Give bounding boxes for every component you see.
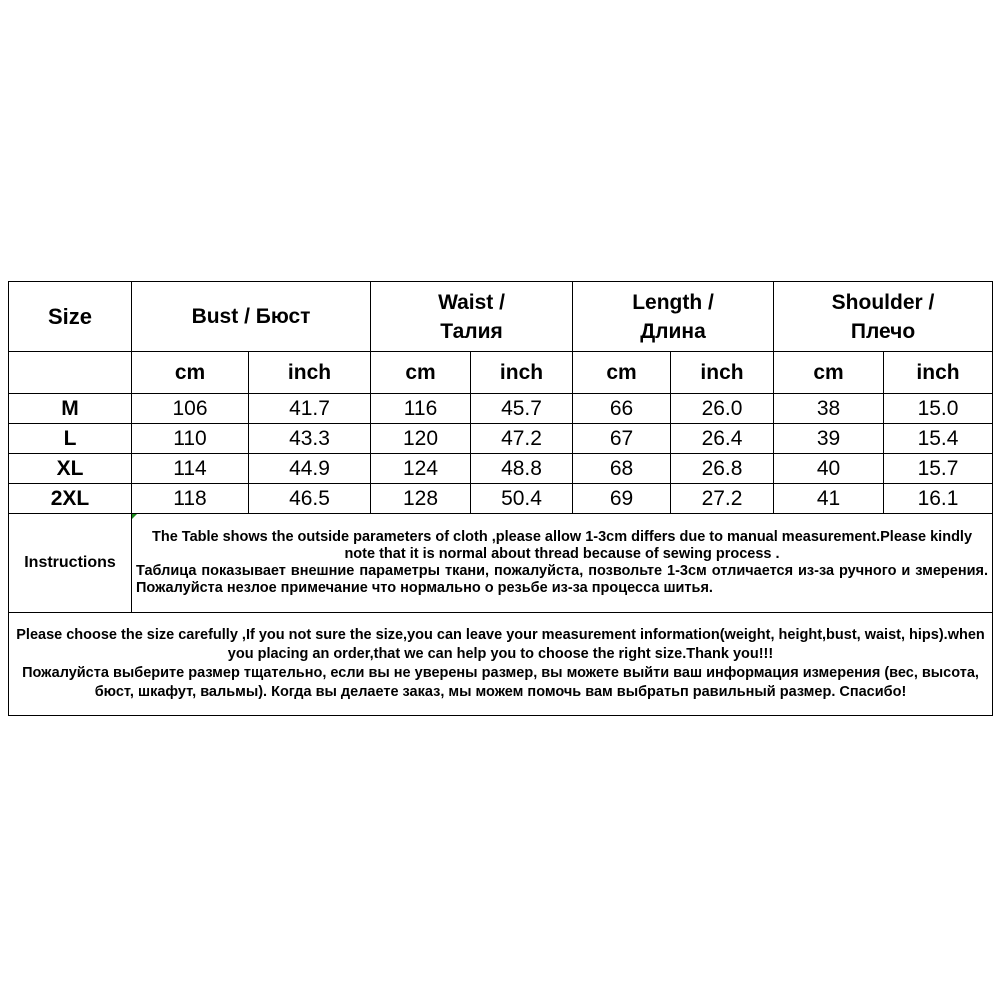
length-inch-value: 26.0 [671,394,774,424]
instructions-text [132,514,993,613]
header-size: Size [9,282,132,352]
bust-cm-value: 114 [132,454,249,484]
shoulder-inch-value: 15.0 [884,394,993,424]
waist-inch-value: 50.4 [471,484,573,514]
waist-cm-value: 128 [371,484,471,514]
notes-cell [9,613,993,716]
table-row [9,454,993,484]
table-row [9,484,993,514]
instructions-label: Instructions [9,514,132,613]
header-bust: Bust / Бюст [132,282,371,352]
length-inch-value: 27.2 [671,484,774,514]
length-cm-value: 68 [573,454,671,484]
unit-bust-inch: inch [249,352,371,394]
bust-inch-value: 46.5 [249,484,371,514]
notes-text-en: Please choose the size carefully ,If you not sure the size,you can leave your measurement information(weight, height,bust, waist, hips).when you placing an order,that we can help you to choose the right size.Thank you!!! [16,627,985,662]
header-waist-ru: Талия [440,319,503,343]
unit-length-cm: cm [573,352,671,394]
notes-text-ru: Пожалуйста выберите размер тщательно, если вы не уверены размер, вы можете выйти ваш информация измерения (вес, высота, бюст, шкафут, вальмы). Когда вы делаете заказ, мы можем помочь вам выбратьп равильный размер. Спасибо! [22,665,979,700]
waist-cm-value: 120 [371,424,471,454]
unit-blank [9,352,132,394]
instructions-row [9,514,993,613]
size-label: L [9,424,132,454]
shoulder-cm-value: 38 [774,394,884,424]
unit-shoulder-inch: inch [884,352,993,394]
size-label: 2XL [9,484,132,514]
bust-cm-value: 110 [132,424,249,454]
notes-row [9,613,993,716]
bust-cm-value: 106 [132,394,249,424]
instructions-text-ru: Таблица показывает внешние параметры ткани, пожалуйста, позвольте 1-3см отличается из-за ручного и змерения. Пожалуйста незлое примечание что нормально о резьбе из-за процесса шитья. [136,563,989,596]
length-inch-value: 26.4 [671,424,774,454]
header-shoulder [774,282,993,352]
length-cm-value: 66 [573,394,671,424]
size-chart-table [8,281,993,716]
length-cm-value: 69 [573,484,671,514]
shoulder-inch-value: 15.7 [884,454,993,484]
table-row [9,424,993,454]
waist-cm-value: 116 [371,394,471,424]
shoulder-cm-value: 41 [774,484,884,514]
bust-cm-value: 118 [132,484,249,514]
unit-waist-cm: cm [371,352,471,394]
header-waist [371,282,573,352]
length-cm-value: 67 [573,424,671,454]
instructions-text-en: The Table shows the outside parameters of cloth ,please allow 1-3cm differs due to manual measurement.Please kindly note that it is normal about thread because of sewing process . [151,529,973,562]
waist-cm-value: 124 [371,454,471,484]
header-length-ru: Длина [640,319,706,343]
bust-inch-value: 44.9 [249,454,371,484]
header-length [573,282,774,352]
waist-inch-value: 47.2 [471,424,573,454]
header-shoulder-en: Shoulder / [831,290,935,314]
shoulder-inch-value: 15.4 [884,424,993,454]
waist-inch-value: 45.7 [471,394,573,424]
header-shoulder-ru: Плечо [850,319,916,343]
unit-waist-inch: inch [471,352,573,394]
table-row [9,394,993,424]
unit-length-inch: inch [671,352,774,394]
bust-inch-value: 43.3 [249,424,371,454]
unit-shoulder-cm: cm [774,352,884,394]
length-inch-value: 26.8 [671,454,774,484]
shoulder-inch-value: 16.1 [884,484,993,514]
header-row [9,282,993,352]
header-waist-en: Waist / [438,290,505,314]
unit-bust-cm: cm [132,352,249,394]
corner-mark [132,514,137,519]
bust-inch-value: 41.7 [249,394,371,424]
shoulder-cm-value: 40 [774,454,884,484]
unit-row [9,352,993,394]
header-length-en: Length / [632,290,714,314]
size-label: M [9,394,132,424]
shoulder-cm-value: 39 [774,424,884,454]
size-label: XL [9,454,132,484]
waist-inch-value: 48.8 [471,454,573,484]
